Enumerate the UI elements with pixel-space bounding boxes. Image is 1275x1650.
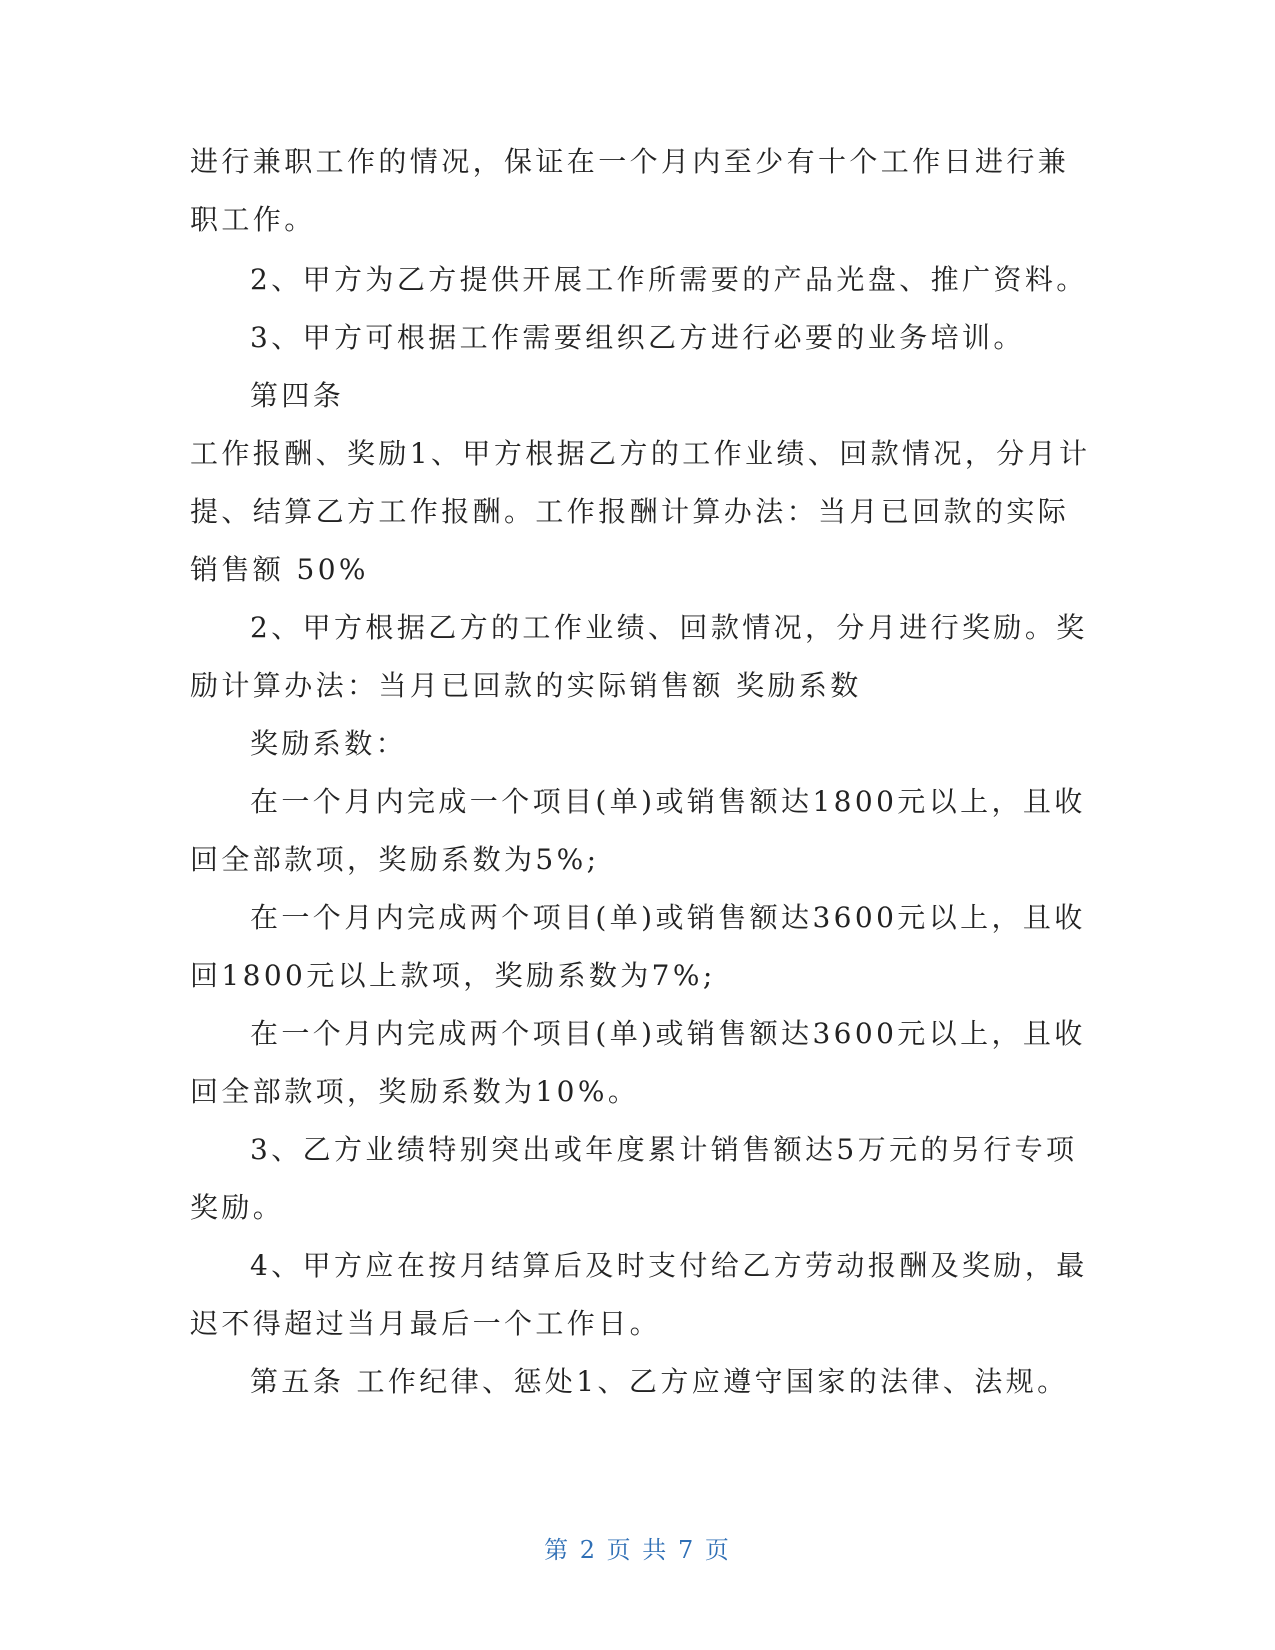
text-line: 职工作。: [190, 203, 316, 236]
text-line: 迟不得超过当月最后一个工作日。: [190, 1307, 662, 1340]
text-line: 4、甲方应在按月结算后及时支付给乙方劳动报酬及奖励，最: [250, 1249, 1088, 1282]
text-line: 销售额 50%: [190, 553, 369, 586]
text-line: 在一个月内完成两个项目(单)或销售额达3600元以上，且收: [250, 1017, 1086, 1050]
text-line: 回全部款项，奖励系数为5%;: [190, 843, 600, 876]
text-line: 奖励系数：: [250, 727, 408, 760]
text-line: 在一个月内完成两个项目(单)或销售额达3600元以上，且收: [250, 901, 1086, 934]
text-line: 奖励。: [190, 1191, 285, 1224]
text-line: 在一个月内完成一个项目(单)或销售额达1800元以上，且收: [250, 785, 1086, 818]
section-heading: 第四条: [250, 379, 345, 412]
text-line: 励计算办法：当月已回款的实际销售额 奖励系数: [190, 669, 862, 702]
text-line: 工作报酬、奖励1、甲方根据乙方的工作业绩、回款情况，分月计: [190, 437, 1091, 470]
page-number-label: 第 2 页 共 7 页: [544, 1536, 731, 1564]
text-line: 回1800元以上款项，奖励系数为7%;: [190, 959, 716, 992]
text-line: 进行兼职工作的情况，保证在一个月内至少有十个工作日进行兼: [190, 145, 1070, 178]
text-line: 回全部款项，奖励系数为10%。: [190, 1075, 640, 1108]
text-line: 3、甲方可根据工作需要组织乙方进行必要的业务培训。: [250, 321, 1025, 354]
text-line: 提、结算乙方工作报酬。工作报酬计算办法：当月已回款的实际: [190, 495, 1070, 528]
section-heading: 第五条 工作纪律、惩处1、乙方应遵守国家的法律、法规。: [250, 1365, 1069, 1398]
page-footer: [0, 1530, 1275, 1565]
text-line: 2、甲方根据乙方的工作业绩、回款情况，分月进行奖励。奖: [250, 611, 1088, 644]
text-line: 2、甲方为乙方提供开展工作所需要的产品光盘、推广资料。: [250, 263, 1088, 296]
text-line: 3、乙方业绩特别突出或年度累计销售额达5万元的另行专项: [250, 1133, 1078, 1166]
